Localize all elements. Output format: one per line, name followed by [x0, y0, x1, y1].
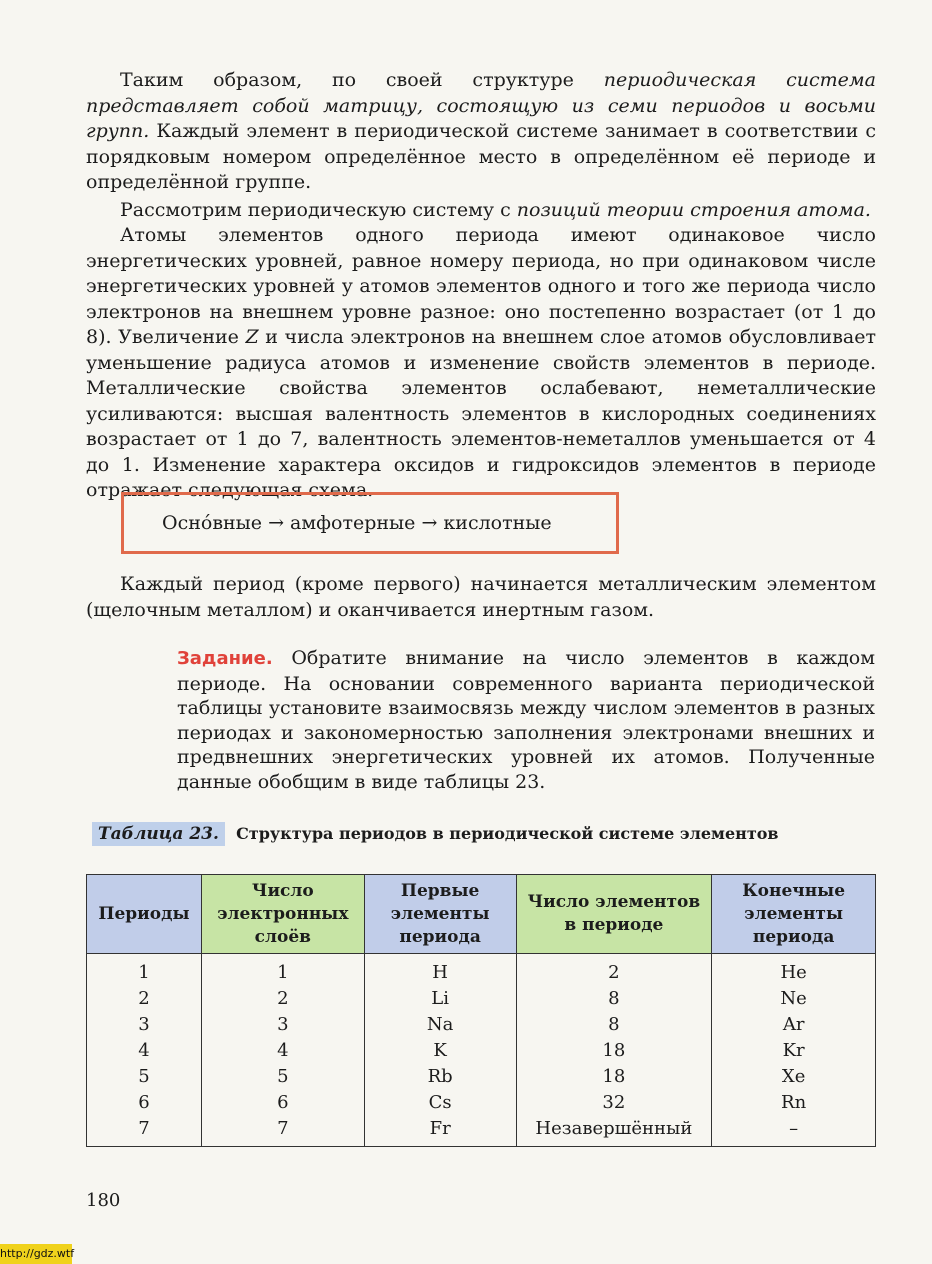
paragraph-2-emphasis: позиций теории строения атома.: [516, 198, 871, 221]
paragraph-1: [86, 68, 876, 196]
cell-last-element: Xe: [712, 1064, 876, 1090]
cell-count: 18: [516, 1038, 712, 1064]
cell-first-element: Na: [364, 1012, 516, 1038]
paragraph-2: [86, 198, 876, 224]
paragraph-1-text: Таким образом, по своей структуре: [120, 69, 604, 91]
table-caption-title: Структура периодов в периодической системе элементов: [236, 824, 779, 843]
cell-count: 8: [516, 1012, 712, 1038]
cell-layers: 7: [201, 1116, 364, 1147]
table-row: [87, 986, 876, 1012]
cell-period: 7: [87, 1116, 202, 1147]
cell-count: 18: [516, 1064, 712, 1090]
table-row: [87, 1038, 876, 1064]
cell-last-element: Rn: [712, 1090, 876, 1116]
cell-count: Незавершённый: [516, 1116, 712, 1147]
table-row: [87, 1090, 876, 1116]
cell-layers: 2: [201, 986, 364, 1012]
paragraph-2-text: Рассмотрим периодическую систему с: [120, 198, 517, 221]
paragraph-1-emphasis: периодическая система представляет собой матрицу, состоящую из семи периодов и восьми групп.: [86, 69, 876, 142]
cell-first-element: H: [364, 954, 516, 987]
cell-last-element: Ar: [712, 1012, 876, 1038]
paragraph-3: [86, 223, 876, 504]
cell-layers: 1: [201, 954, 364, 987]
table-header-row: [87, 875, 876, 954]
cell-period: 6: [87, 1090, 202, 1116]
oxide-schema-text: Оснóвные → амфотерные → кислотные: [162, 512, 552, 534]
header-last-elements: Конечные элементы периода: [712, 875, 876, 954]
page-number: 180: [86, 1190, 121, 1211]
paragraph-4: [86, 572, 876, 623]
table-caption: [92, 824, 779, 844]
periods-table: [86, 874, 876, 1147]
cell-last-element: Kr: [712, 1038, 876, 1064]
table-row: [87, 1064, 876, 1090]
cell-count: 32: [516, 1090, 712, 1116]
cell-layers: 4: [201, 1038, 364, 1064]
cell-first-element: Fr: [364, 1116, 516, 1147]
period-text-block: [86, 572, 876, 623]
cell-last-element: He: [712, 954, 876, 987]
cell-period: 1: [87, 954, 202, 987]
table-row: [87, 1116, 876, 1147]
oxide-schema-box: [121, 492, 619, 554]
table-row: [87, 954, 876, 987]
cell-period: 2: [87, 986, 202, 1012]
task-label: Задание.: [177, 648, 273, 669]
cell-layers: 6: [201, 1090, 364, 1116]
header-first-elements: Первые элементы периода: [364, 875, 516, 954]
cell-first-element: Li: [364, 986, 516, 1012]
cell-first-element: K: [364, 1038, 516, 1064]
table-caption-tag: Таблица 23.: [92, 822, 225, 846]
cell-period: 3: [87, 1012, 202, 1038]
cell-last-element: Ne: [712, 986, 876, 1012]
task-block: [177, 646, 875, 794]
cell-count: 8: [516, 986, 712, 1012]
cell-last-element: –: [712, 1116, 876, 1147]
watermark-link[interactable]: http://gdz.wtf: [0, 1244, 72, 1264]
header-element-count: Число элементов в периоде: [516, 875, 712, 954]
main-text: [86, 68, 876, 504]
cell-layers: 5: [201, 1064, 364, 1090]
paragraph-3-text: Атомы элементов одного периода имеют одинаковое число энергетических уровней, равное номеру периода, но при одинаковом числе энергетических уровней у атомов элементов одного и того же периода число электронов на внешнем уровне разное: оно постепенно возрастает (от 1 до 8). Увеличение: [86, 224, 876, 348]
table-row: [87, 1012, 876, 1038]
cell-period: 5: [87, 1064, 202, 1090]
cell-first-element: Cs: [364, 1090, 516, 1116]
paragraph-1-text-end: Каждый элемент в периодической системе занимает в соответствии с порядковым номером определённое место в определённом её периоде и определённой группе.: [86, 120, 876, 193]
paragraph-3-text-end: и числа электронов на внешнем слое атомов обусловливает уменьшение радиуса атомов и изменение свойств элементов в периоде. Металлические свойства элементов ослабевают, неметаллические усиливаются: высшая валентность элементов в кислородных соединениях возрастает от 1 до 7, валентность элементов-неметаллов уменьшается от 4 до 1. Изменение характера оксидов и гидроксидов элементов в периоде отражает следующая схема.: [86, 326, 877, 501]
header-periods: Периоды: [87, 875, 202, 954]
cell-first-element: Rb: [364, 1064, 516, 1090]
paragraph-4-text: Каждый период (кроме первого) начинается металлическим элементом (щелочным металлом) и оканчивается инертным газом.: [86, 573, 876, 621]
paragraph-3-symbol-z: Z: [245, 326, 259, 348]
cell-period: 4: [87, 1038, 202, 1064]
header-electron-layers: Число электронных слоёв: [201, 875, 364, 954]
task-text: Обратите внимание на число элементов в каждом периоде. На основании современного варианта периодической таблицы установите взаимосвязь между числом элементов в разных периодах и закономерностью заполнения электронами внешних и предвнешних энергетических уровней их атомов. Полученные данные обобщим в виде таблицы 23.: [177, 647, 875, 793]
cell-layers: 3: [201, 1012, 364, 1038]
cell-count: 2: [516, 954, 712, 987]
